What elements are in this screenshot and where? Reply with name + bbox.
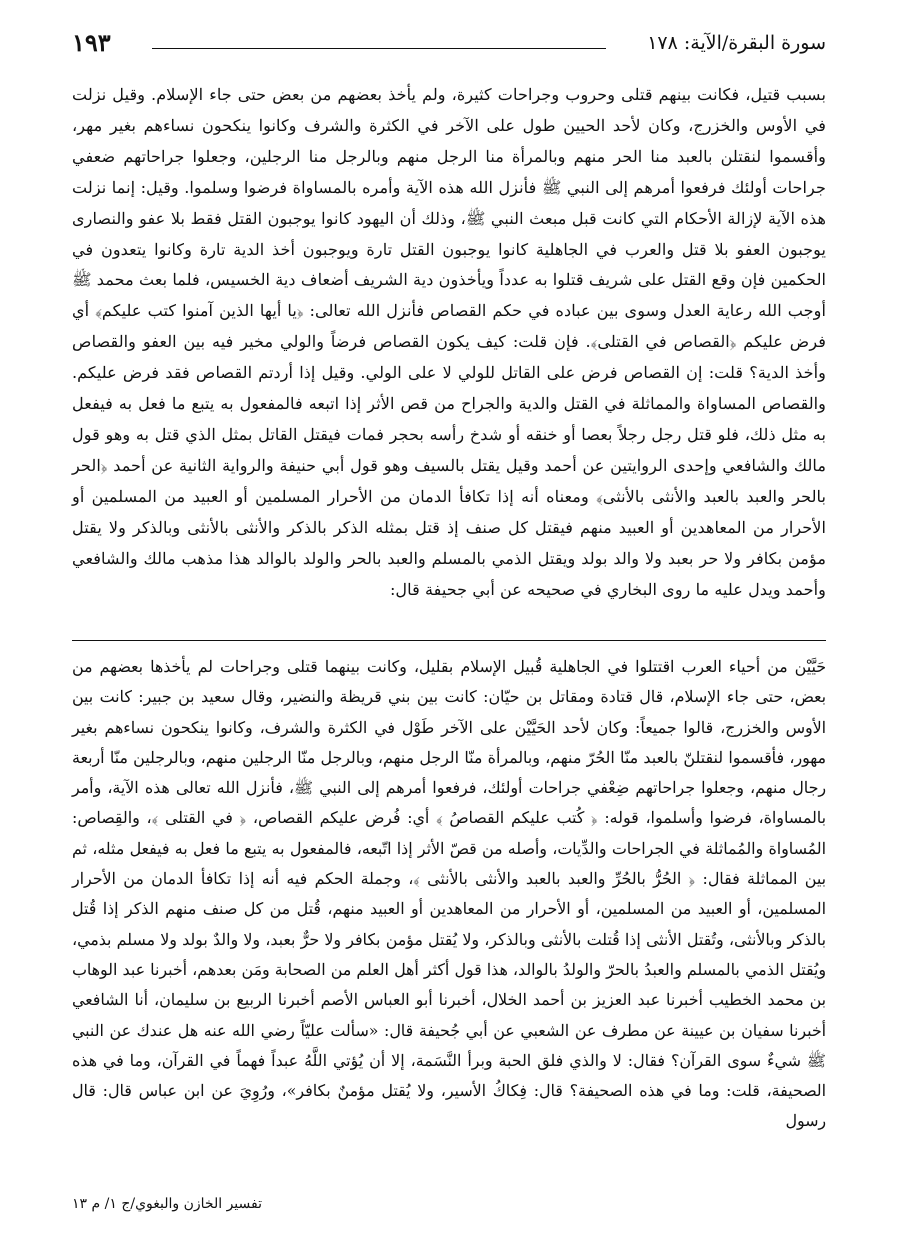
footnote-commentary-text: حَيَّيْن من أحياء العرب اقتتلوا في الجاهلية قُبيل الإسلام بقليل، وكانت بينهما قتلى وجراحات لم يأخذها بعضهم من بعض، حتى جاء الإسلام، قال قتادة ومقاتل بن حيّان: كانت بين بني قريظة والنضير، وقال سعيد بن جبير: كانت بين الأوس والخزرج، قالوا جميعاً: وكان لأحد الحَيَّيْن على الآخر طَوْل في الكثرة والشرف، وكانوا ينكحون نساءهم بغير مهور، فأقسموا لنقتلنّ بالعبد منّا الحُرّ منهم، وبالمرأة منّا الرجل منهم، وبالرجل منّا الرجلين منهم، وبالرجلين منّا أربعة رجال منهم، وجعلوا جراحاتهم ضِعْفي جراحات أولئك، فرفعوا أمرهم إلى النبي ﷺ، فأنزل الله تعالى هذه الآية، وأمر بالمساواة، فرضوا وأسلموا، قوله: ﴿ كُتب عليكم القصاصُ ﴾ أي: فُرض عليكم القصاص، ﴿ في القتلى ﴾، والقِصاص: المُساواة والمُماثلة في الجراحات والدِّيات، وأصله من قصّ الأثر إذا اتّبعه، فالمفعول به يتبع ما فعل به فيفعل مثله، ثم بين المماثلة فقال: ﴿ الحُرُّ بالحُرِّ والعبد بالعبد والأنثى بالأنثى ﴾، وجملة الحكم فيه أنه إذا تكافأ الدمان من الأحرار المسلمين، أو العبيد من المسلمين، أو الأحرار من المعاهدين أو العبيد منهم، قُتل من كل صنف منهم الذكر إذا قُتل بالذكر وبالأنثى، وتُقتل الأنثى إذا قُتلت بالأنثى وبالذكر، ولا يُقتل مؤمن بكافر ولا حرٌّ بعبد، ولا والدٌ بولد ولا مسلم بذمي، ويُقتل الذمي بالمسلم والعبدُ بالحرّ والولدُ بالوالد، هذا قول أكثر أهل العلم من الصحابة ومَن بعدهم، أخبرنا عبد الوهاب بن محمد الخطيب أخبرنا عبد العزيز بن أحمد الخلال، أخبرنا أبو العباس الأصم أخبرنا الربيع بن سليمان، أنا الشافعي أخبرنا سفيان بن عيينة عن مطرف عن الشعبي عن أبي جُحيفة قال: «سألت عليّاً رضي الله عنه هل عندك عن النبي ﷺ شيءٌ سوى القرآن؟ فقال: لا والذي فلق الحبة وبرأ النَّسَمة، إلا أن يُؤتي اللَّهُ عبداً فهماً في القرآن، وما في هذه الصحيفة، قلت: وما في هذه الصحيفة؟ قال: فِكاكُ الأسير، ولا يُقتل مؤمنٌ بكافر»، ورُوِيَ عن ابن عباس قال: قال رسول	[72, 657, 826, 1131]
main-commentary-text: بسبب قتيل، فكانت بينهم قتلى وحروب وجراحات كثيرة، ولم يأخذ بعضهم من بعض حتى جاء الإسلام. وقيل نزلت في الأوس والخزرج، وكان لأحد الحيين طول على الآخر في الكثرة والشرف وكانوا ينكحون نساءهم بغير مهر، وأقسموا لنقتلن بالعبد منا الحر منهم وبالمرأة منا الرجل منهم وبالرجل منا الرجلين، وجعلوا جراحاتهم ضعفي جراحات أولئك فرفعوا أمرهم إلى النبي ﷺ فأنزل الله هذه الآية وأمره بالمساواة فرضوا وسلموا. وقيل: إنما نزلت هذه الآية لإزالة الأحكام التي كانت قبل مبعث النبي ﷺ، وذلك أن اليهود كانوا يوجبون القتل فقط بلا عفو والنصارى يوجبون العفو بلا قتل والعرب في الجاهلية كانوا يوجبون القتل تارة ويوجبون أخذ الدية تارة وكانوا يتعدون في الحكمين فإن وقع القتل على شريف قتلوا به عدداً ويأخذون دية الشريف أضعاف دية الخسيس، فلما بعث محمد ﷺ أوجب الله رعاية العدل وسوى بين عباده في حكم القصاص فأنزل الله تعالى: ﴿يا أيها الذين آمنوا كتب عليكم﴾ أي فرض عليكم ﴿القصاص في القتلى﴾. فإن قلت: كيف يكون القصاص فرضاً والولي مخير فيه بين العفو والقصاص وأخذ الدية؟ قلت: إن القصاص فرض على القاتل للولي لا على الولي. وقيل إذا أردتم القصاص فقد فرض عليكم. والقصاص المساواة والمماثلة في القتل والدية والجراح من قص الأثر إذا اتبعه فالمفعول به يتبع ما فعل به فيفعل به مثل ذلك، فلو قتل رجل رجلاً بعصا أو خنقه أو شدخ رأسه بحجر فمات فيقتل القاتل بمثل الذي قتل به وهو قول مالك والشافعي وإحدى الروايتين عن أحمد وقيل يقتل بالسيف وهو قول أبي حنيفة والرواية الثانية عن أحمد ﴿الحر بالحر والعبد بالعبد والأنثى بالأنثى﴾ ومعناه أنه إذا تكافأ الدمان من الأحرار المسلمين أو العبيد من المسلمين أو الأحرار من المعاهدين أو العبيد منهم فيقتل كل صنف إذ قتل بمثله الذكر بالذكر والأنثى بالأنثى وبالذكر ولا يقتل مؤمن بكافر ولا حر بعبد ولا والد بولد ويقتل الذمي بالمسلم والعبد بالحر والولد بالوالد هذا مذهب مالك والشافعي وأحمد ويدل عليه ما روى البخاري في صحيحه عن أبي جحيفة قال:	[72, 85, 826, 599]
main-commentary	[72, 80, 826, 605]
header-rule	[152, 48, 606, 49]
page-footer: تفسير الخازن والبغوي/ج ١/ م ١٣	[72, 1196, 262, 1212]
footnote-divider	[72, 640, 826, 641]
surah-verse-title: سورة البقرة/الآية: ١٧٨	[647, 32, 826, 54]
page-number: ١٩٣	[72, 28, 111, 57]
page-header	[72, 26, 826, 66]
footnote-commentary	[72, 652, 826, 1137]
